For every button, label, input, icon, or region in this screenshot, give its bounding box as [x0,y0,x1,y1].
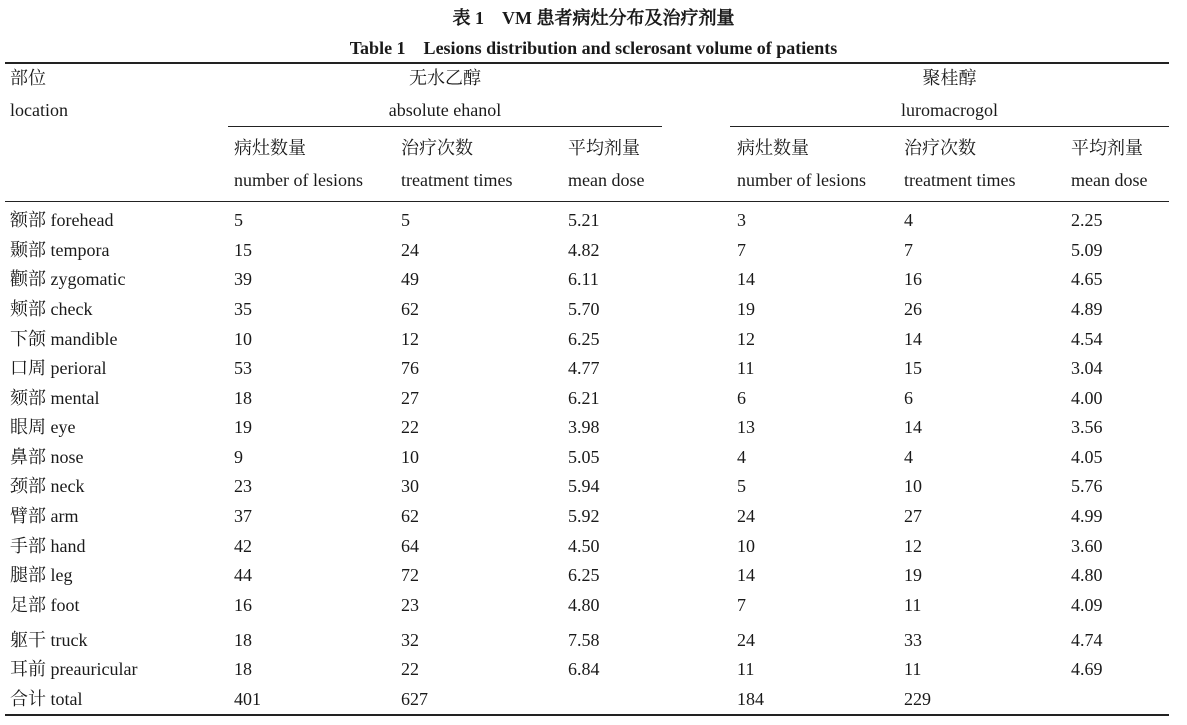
group1-rule [228,126,662,127]
cell-location: 颊部 check [10,299,93,319]
cell-g2-lesions: 3 [737,210,746,230]
cell-g2-lesions: 6 [737,388,746,408]
table-row [0,239,1187,269]
header-g2-lesions-cn: 病灶数量 [737,138,809,158]
table-row [0,475,1187,505]
cell-g1-dose: 4.77 [568,358,600,378]
table-row [0,564,1187,594]
table-row [0,658,1187,688]
cell-g1-dose: 6.11 [568,269,599,289]
cell-g1-times: 30 [401,476,419,496]
cell-g1-lesions: 10 [234,329,252,349]
table-row [0,209,1187,239]
cell-g1-times: 64 [401,536,419,556]
cell-g1-times: 12 [401,329,419,349]
cell-g2-times: 4 [904,447,913,467]
cell-g1-dose: 6.25 [568,565,600,585]
cell-g2-times: 7 [904,240,913,260]
cell-g2-lesions: 11 [737,659,755,679]
cell-location: 眼周 eye [10,417,76,437]
cell-g1-dose: 6.21 [568,388,600,408]
cell-g1-times: 24 [401,240,419,260]
header-location-en: location [10,100,68,120]
cell-g1-dose: 7.58 [568,630,600,650]
cell-location: 口周 perioral [10,358,107,378]
cell-g1-lesions: 39 [234,269,252,289]
cell-g1-dose: 5.05 [568,447,600,467]
cell-g1-times: 27 [401,388,419,408]
cell-location: 躯干 truck [10,630,88,650]
cell-g2-times: 11 [904,659,922,679]
cell-g2-lesions: 14 [737,269,755,289]
cell-g2-dose: 4.00 [1071,388,1103,408]
cell-g2-times: 26 [904,299,922,319]
cell-g1-lesions: 18 [234,659,252,679]
header-group2-cn: 聚桂醇 [922,68,977,88]
cell-location: 臂部 arm [10,506,79,526]
cell-g2-dose: 2.25 [1071,210,1103,230]
cell-g2-lesions: 10 [737,536,755,556]
cell-g1-lesions: 9 [234,447,243,467]
cell-g1-lesions: 18 [234,388,252,408]
cell-g2-times: 33 [904,630,922,650]
cell-g2-times: 19 [904,565,922,585]
cell-location: 手部 hand [10,536,86,556]
cell-g1-lesions: 19 [234,417,252,437]
cell-g2-times: 11 [904,595,922,615]
cell-g2-times: 12 [904,536,922,556]
cell-g2-dose: 3.56 [1071,417,1103,437]
cell-g1-lesions: 37 [234,506,252,526]
header-g1-times-cn: 治疗次数 [401,138,473,158]
header-group1-cn: 无水乙醇 [409,68,481,88]
header-g1-dose-en: mean dose [568,170,645,190]
cell-g2-lesions: 184 [737,689,764,709]
bottom-rule [5,714,1169,716]
cell-g1-dose: 5.21 [568,210,600,230]
cell-g2-dose: 4.69 [1071,659,1103,679]
table-row [0,594,1187,624]
cell-location: 鼻部 nose [10,447,84,467]
table-row [0,446,1187,476]
cell-g1-times: 72 [401,565,419,585]
cell-g1-dose: 5.92 [568,506,600,526]
cell-g2-dose: 4.74 [1071,630,1103,650]
table-row [0,298,1187,328]
cell-g2-lesions: 4 [737,447,746,467]
cell-g2-lesions: 7 [737,240,746,260]
cell-g2-dose: 4.80 [1071,565,1103,585]
cell-g2-times: 16 [904,269,922,289]
header-g1-lesions-cn: 病灶数量 [234,138,306,158]
table-row [0,268,1187,298]
cell-location: 额部 forehead [10,210,114,230]
cell-g2-times: 6 [904,388,913,408]
cell-g2-dose: 4.54 [1071,329,1103,349]
cell-g1-times: 22 [401,417,419,437]
cell-g1-times: 62 [401,299,419,319]
cell-g2-times: 14 [904,329,922,349]
table-row [0,387,1187,417]
cell-g1-lesions: 44 [234,565,252,585]
cell-g1-lesions: 5 [234,210,243,230]
cell-g1-times: 627 [401,689,428,709]
cell-g1-lesions: 53 [234,358,252,378]
header-g2-times-en: treatment times [904,170,1016,190]
cell-g2-times: 10 [904,476,922,496]
cell-g2-dose: 4.89 [1071,299,1103,319]
cell-location: 颈部 neck [10,476,85,496]
cell-g2-lesions: 24 [737,506,755,526]
table-row [0,535,1187,565]
cell-g2-lesions: 13 [737,417,755,437]
cell-g2-times: 15 [904,358,922,378]
cell-g1-times: 22 [401,659,419,679]
header-location-cn: 部位 [10,68,46,88]
cell-g2-dose: 3.04 [1071,358,1103,378]
cell-g2-lesions: 12 [737,329,755,349]
top-rule [5,62,1169,64]
cell-g2-times: 4 [904,210,913,230]
cell-g1-lesions: 15 [234,240,252,260]
cell-g1-dose: 5.70 [568,299,600,319]
cell-g1-times: 32 [401,630,419,650]
cell-g1-lesions: 42 [234,536,252,556]
cell-g2-times: 14 [904,417,922,437]
header-g2-times-cn: 治疗次数 [904,138,976,158]
cell-g1-dose: 4.50 [568,536,600,556]
cell-g2-dose: 4.99 [1071,506,1103,526]
header-g1-dose-cn: 平均剂量 [568,138,640,158]
header-g2-dose-en: mean dose [1071,170,1148,190]
header-g1-lesions-en: number of lesions [234,170,363,190]
cell-g2-lesions: 11 [737,358,755,378]
cell-g2-dose: 4.65 [1071,269,1103,289]
cell-g1-lesions: 16 [234,595,252,615]
table-row [0,328,1187,358]
group2-rule [730,126,1169,127]
cell-g1-dose: 4.80 [568,595,600,615]
cell-g2-lesions: 19 [737,299,755,319]
cell-g1-dose: 4.82 [568,240,600,260]
cell-g2-times: 229 [904,689,931,709]
header-g2-dose-cn: 平均剂量 [1071,138,1143,158]
cell-g1-times: 76 [401,358,419,378]
table-caption-en: Table 1 Lesions distribution and sclerosant volume of patients [349,38,838,58]
cell-g1-dose: 3.98 [568,417,600,437]
cell-location: 颞部 tempora [10,240,110,260]
cell-g2-lesions: 5 [737,476,746,496]
cell-location: 腿部 leg [10,565,73,585]
cell-g1-times: 49 [401,269,419,289]
cell-g1-lesions: 23 [234,476,252,496]
cell-g1-lesions: 35 [234,299,252,319]
header-bottom-rule [5,201,1169,202]
table-row [0,416,1187,446]
table-row [0,505,1187,535]
cell-location: 足部 foot [10,595,80,615]
cell-g1-times: 10 [401,447,419,467]
cell-g1-dose: 6.84 [568,659,600,679]
cell-g2-lesions: 14 [737,565,755,585]
cell-g2-times: 27 [904,506,922,526]
cell-location: 下颌 mandible [10,329,118,349]
cell-g2-dose: 5.09 [1071,240,1103,260]
cell-g1-lesions: 18 [234,630,252,650]
cell-g2-dose: 4.09 [1071,595,1103,615]
cell-g1-times: 23 [401,595,419,615]
header-g1-times-en: treatment times [401,170,513,190]
cell-g1-times: 5 [401,210,410,230]
table-caption-cn: 表 1 VM 患者病灶分布及治疗剂量 [452,8,735,28]
cell-location: 颏部 mental [10,388,100,408]
table-row [0,357,1187,387]
cell-g2-dose: 3.60 [1071,536,1103,556]
cell-g2-dose: 4.05 [1071,447,1103,467]
header-group1-en: absolute ehanol [388,100,502,120]
cell-g1-dose: 5.94 [568,476,600,496]
header-group2-en: luromacrogol [901,100,998,120]
cell-location: 耳前 preauricular [10,659,138,679]
table-row [0,629,1187,659]
cell-g1-lesions: 401 [234,689,261,709]
cell-g1-times: 62 [401,506,419,526]
cell-g2-lesions: 24 [737,630,755,650]
cell-g2-lesions: 7 [737,595,746,615]
cell-g1-dose: 6.25 [568,329,600,349]
cell-g2-dose: 5.76 [1071,476,1103,496]
header-g2-lesions-en: number of lesions [737,170,866,190]
cell-location: 合计 total [10,689,83,709]
cell-location: 颧部 zygomatic [10,269,126,289]
